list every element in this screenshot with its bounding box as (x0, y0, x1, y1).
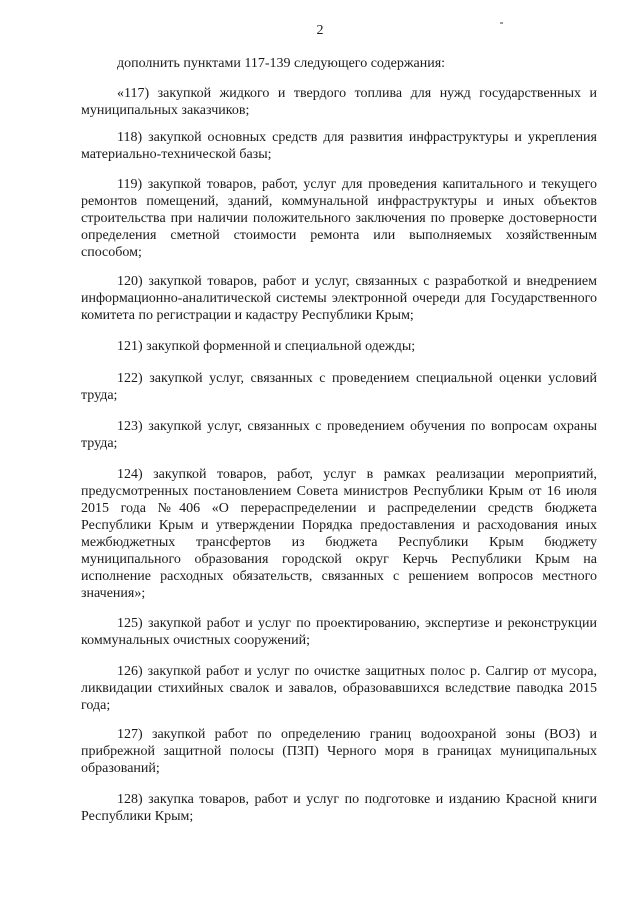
item-127: 127) закупкой работ по определению границ водоохраной зоны (ВОЗ) и прибрежной защитной полосы (ПЗП) Черного моря в границах муниципальных образований; (81, 727, 597, 776)
item-117: «117) закупкой жидкого и твердого топлива для нужд государственных и муниципальных заказчиков; (81, 86, 597, 118)
item-120: 120) закупкой товаров, работ и услуг, связанных с разработкой и внедрением информационно-аналитической системы электронной очереди для Государственного комитета по регистрации и кадастру Республики Крым; (81, 274, 597, 323)
intro-line: дополнить пунктами 117-139 следующего содержания: (117, 56, 446, 71)
page-number: 2 (316, 23, 324, 38)
item-119: 119) закупкой товаров, работ, услуг для проведения капитального и текущего ремонтов помещений, зданий, коммунальной инфраструктуры и иных объектов строительства при наличии положительного заключения по проверке достоверности определения сметной стоимости ремонта или выполняемых хозяйственным способом; (81, 177, 597, 260)
item-122: 122) закупкой услуг, связанных с проведением специальной оценки условий труда; (81, 371, 597, 403)
item-121: 121) закупкой форменной и специальной одежды; (117, 339, 416, 354)
item-123: 123) закупкой услуг, связанных с проведением обучения по вопросам охраны труда; (81, 419, 597, 451)
item-126: 126) закупкой работ и услуг по очистке защитных полос р. Салгир от мусора, ликвидации стихийных свалок и завалов, образовавшихся вследствие паводка 2015 года; (81, 664, 597, 713)
item-128: 128) закупка товаров, работ и услуг по подготовке и изданию Красной книги Республики Крым; (81, 792, 597, 824)
item-125: 125) закупкой работ и услуг по проектированию, экспертизе и реконструкции коммунальных очистных сооружений; (81, 616, 597, 648)
item-118: 118) закупкой основных средств для развития инфраструктуры и укрепления материально-технической базы; (81, 130, 597, 162)
item-124: 124) закупкой товаров, работ, услуг в рамках реализации мероприятий, предусмотренных постановлением Совета министров Республики Крым от 16 июля 2015 года №406 «О перераспределении и распределении средств бюджета Республики Крым и утверждении Порядка предоставления и расходования иных межбюджетных трансфертов из бюджета Республики Крым бюджету муниципального образования городской округ Керчь Республики Крым на исполнение расходных обязательств, связанных с решением вопросов местного значения»; (81, 467, 597, 601)
